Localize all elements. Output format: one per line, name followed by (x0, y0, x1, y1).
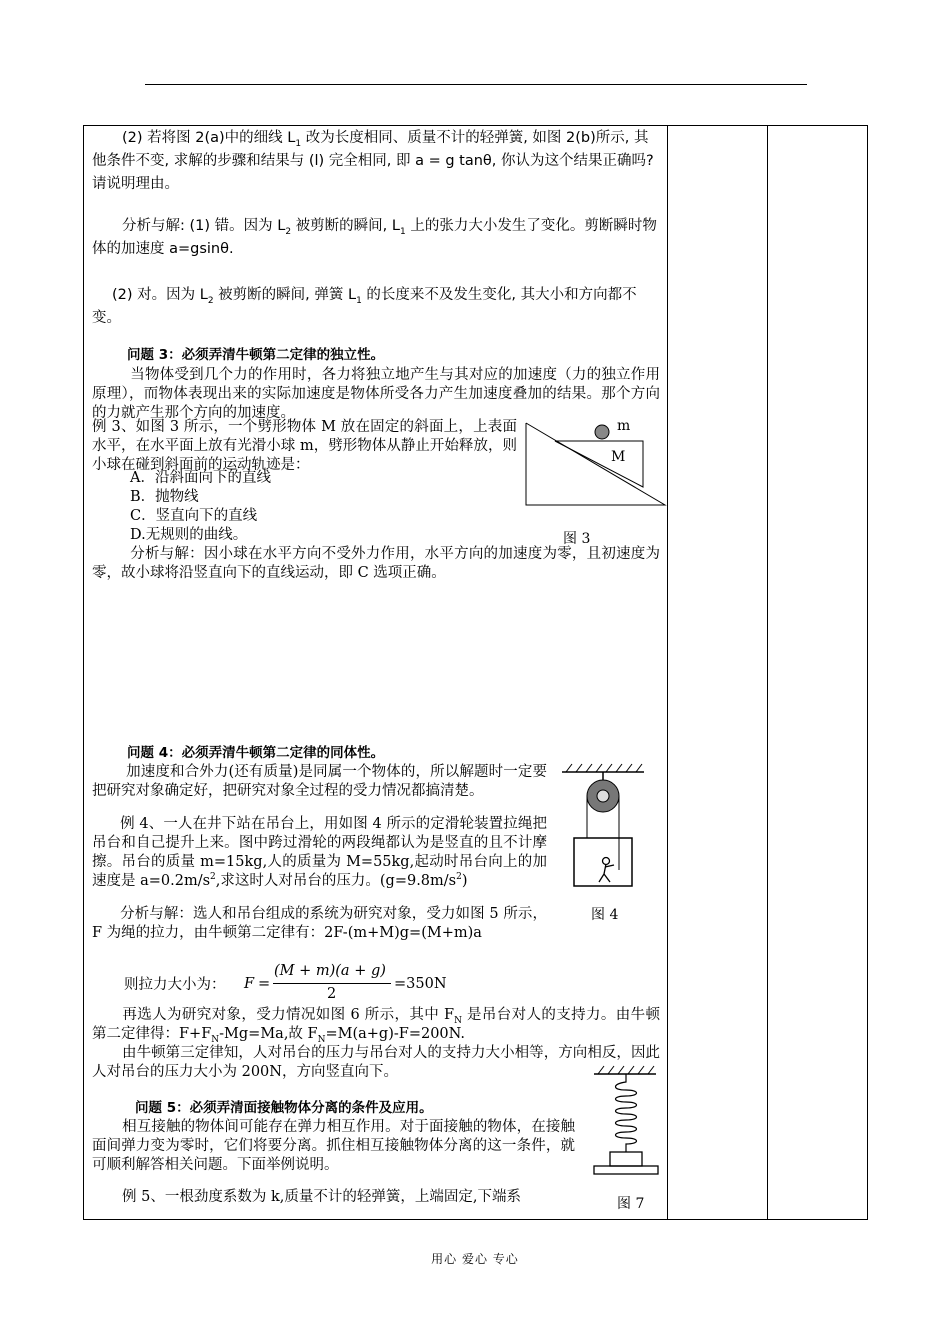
formula-result: =350N (394, 976, 447, 992)
problem-5-title: 问题 5：必须弄清面接触物体分离的条件及应用。 (135, 1100, 433, 1116)
problem-4-body: 加速度和合外力(还有质量)是同属一个物体的，所以解题时一定要把研究对象确定好，把研究对象全过程的受力情况都搞清楚。 (92, 764, 547, 799)
force-label: 则拉力大小为： (124, 977, 226, 993)
column-divider-1 (667, 126, 668, 1219)
example-4: 例 4、一人在井下站在吊台上，用如图 4 所示的定滑轮装置拉绳把吊台和自己提升上来。图中跨过滑轮的两段绳都认为是竖直的且不计摩擦。吊台的质量 m=15kg,人的质量为 M=55kg,起动时吊台向上的加速度是 $a=0.2m/s^2$,求这时人对吊台的压力。$(g=9.8m/s^2)$ (92, 816, 547, 889)
figure-7-spring (590, 1062, 662, 1184)
option-c: C．竖直向下的直线 (130, 508, 258, 524)
ball-icon (595, 425, 609, 439)
person-icon (599, 858, 614, 883)
figure-4-pulley (558, 758, 648, 890)
column-divider-2 (767, 126, 768, 1219)
answer-1: 分析与解: (1) 错。因为 $L_2$ 被剪断的瞬间, $L_1$ 上的张力大小发生了变化。剪断瞬时物体的加速度 a=gsinθ. (92, 218, 657, 257)
example-3: 例 3、如图 3 所示，一个劈形物体 M 放在固定的斜面上，上表面水平，在水平面上放有光滑小球 m，劈形物体从静止开始释放，则小球在碰到斜面前的运动轨迹是： (92, 419, 517, 473)
example-4-third-law: 由牛顿第三定律知，人对吊台的压力与吊台对人的支持力大小相等，方向相反，因此人对吊台的压力大小为 200N，方向竖直向下。 (92, 1045, 660, 1080)
problem-3-body: 当物体受到几个力的作用时，各力将独立地产生与其对应的加速度（力的独立作用原理），而物体表现出来的实际加速度是物体所受各力产生加速度叠加的结果。那个方向的力就产生那个方向的加速度。 (92, 367, 660, 421)
option-a: A．沿斜面向下的直线 (130, 470, 271, 486)
formula-denominator: 2 (327, 986, 337, 1002)
svg-text:M: M (611, 449, 626, 465)
formula-eq: = (258, 976, 271, 992)
spring-icon (616, 1074, 637, 1152)
figure-3-label: 图 3 (563, 531, 591, 547)
svg-text:m: m (617, 418, 631, 434)
question-2: (2) 若将图 2(a)中的细线 $L_1$ 改为长度相同、质量不计的轻弹簧, 如图 2(b)所示, 其他条件不变, 求解的步骤和结果与 (l) 完全相同, 即 a = g tanθ, 你认为这个结果正确吗? 请说明理由。 (92, 130, 654, 192)
formula-F: F (244, 976, 255, 992)
figure-7-label: 图 7 (617, 1196, 645, 1212)
example-3-answer: 分析与解：因小球在水平方向不受外力作用，水平方向的加速度为零，且初速度为零，故小球将沿竖直向下的直线运动，即 C 选项正确。 (92, 546, 660, 581)
problem-3-title: 问题 3：必须弄清牛顿第二定律的独立性。 (127, 347, 385, 363)
formula-numerator: (M + m)(a + g) (274, 963, 386, 979)
option-d: D.无规则的曲线。 (130, 527, 248, 543)
figure-4-label: 图 4 (591, 907, 619, 923)
header-rule (145, 84, 807, 85)
answer-2: (2) 对。因为 $L_2$ 被剪断的瞬间, 弹簧 $L_1$ 的长度来不及发生变化, 其大小和方向都不变。 (92, 287, 637, 326)
formula-fraction-bar (273, 983, 391, 984)
example-4-answer: 分析与解：选人和吊台组成的系统为研究对象，受力如图 5 所示，F 为绳的拉力，由牛顿第二定律有：2F-(m+M)g=(M+m)a (92, 906, 547, 941)
figure-3-wedge (525, 415, 670, 507)
page-footer: 用心 爱心 专心 (431, 1252, 519, 1266)
option-b: B．抛物线 (130, 489, 199, 505)
problem-4-title: 问题 4：必须弄清牛顿第二定律的同体性。 (127, 745, 385, 761)
example-5: 例 5、一根劲度系数为 k,质量不计的轻弹簧，上端固定,下端系 (122, 1189, 521, 1205)
example-4-person: 再选人为研究对象，受力情况如图 6 所示，其中 $F_N$ 是吊台对人的支持力。由牛顿第二定律得：$F+F_N-Mg=Ma$,故 $F_N=M(a+g)-F=200N$. (92, 1007, 660, 1045)
problem-5-body: 相互接触的物体间可能存在弹力相互作用。对于面接触的物体，在接触面间弹力变为零时，它们将要分离。抓住相互接触物体分离的这一条件，就可顺利解答相关问题。下面举例说明。 (92, 1119, 575, 1173)
